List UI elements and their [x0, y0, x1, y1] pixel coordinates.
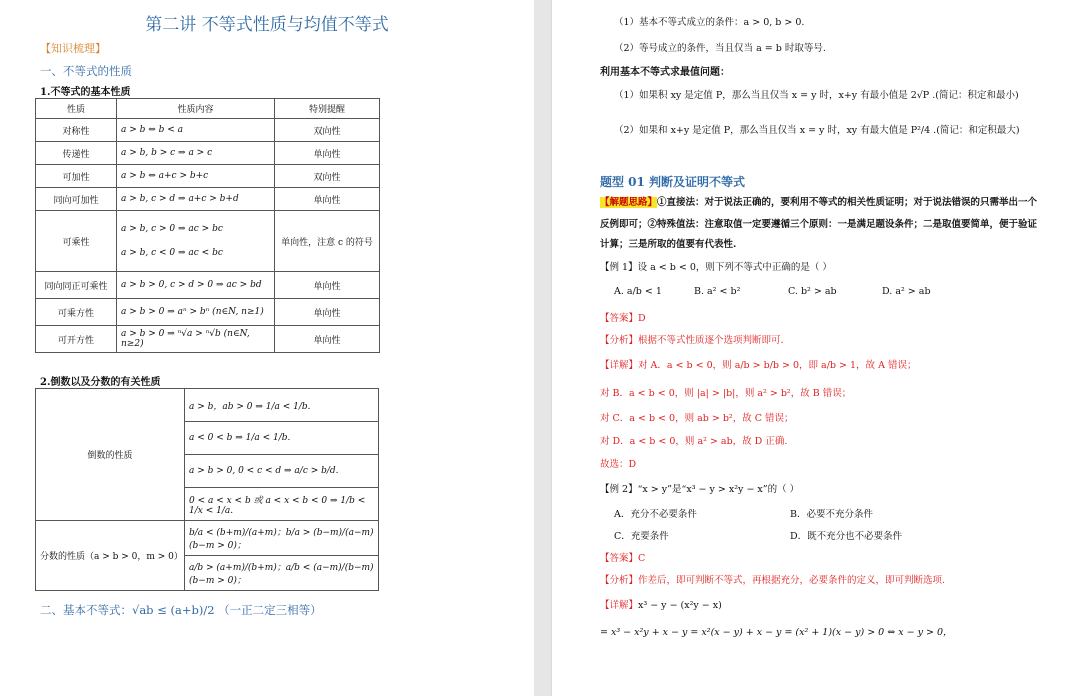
example-1-option-b: B. a² < b² [694, 286, 741, 297]
solution-idea-line2: 反例即可；②特殊值法：注意取值一定要遵循三个原则：一是满足题设条件；二是取值要简单，便于验证 [600, 219, 1038, 230]
table-cell: 分数的性质（a > b > 0，m > 0） [36, 521, 185, 591]
table-cell: 同向可加性 [36, 188, 117, 211]
basic-properties-table [35, 98, 380, 353]
table-cell: b/a < (b+m)/(a+m)；b/a > (b−m)/(a−m) (b−m > 0)； [185, 521, 379, 556]
page-right [552, 0, 1080, 696]
table-cell: 单向性 [275, 326, 380, 353]
table-cell: 双向性 [275, 165, 380, 188]
example-2-option-a: A．充分不必要条件 [614, 509, 697, 520]
max-min-1: （1）如果积 xy 是定值 P，那么当且仅当 x = y 时，x+y 有最小值是 2√P .(简记：积定和最小) [614, 90, 1019, 101]
example-1-detail-d: 对 D．a < b < 0，则 a² > ab，故 D 正确. [600, 436, 788, 447]
table-row [36, 119, 380, 142]
page-gutter [534, 0, 552, 696]
table-cell [117, 211, 275, 272]
table-header: 性质内容 [117, 99, 275, 119]
table-row [36, 142, 380, 165]
table-row [36, 299, 380, 326]
table-cell: 单向性 [275, 299, 380, 326]
condition-1: （1）基本不等式成立的条件：a > 0, b > 0. [614, 17, 805, 28]
example-2-option-c: C．充要条件 [614, 531, 669, 542]
subsection-heading-2: 2.倒数以及分数的有关性质 [40, 377, 161, 388]
table-cell: 可加性 [36, 165, 117, 188]
table-row [36, 389, 379, 422]
table-row [36, 211, 380, 272]
table-cell: 单向性 [275, 142, 380, 165]
example-1-question: 【例 1】设 a < b < 0，则下列不等式中正确的是（ ） [600, 262, 832, 273]
table-cell: a > b > 0, c > d > 0 ⇒ ac > bd [117, 272, 275, 299]
formula-line: a > b, c > 0 ⇒ ac > bc [121, 224, 223, 234]
max-min-title: 利用基本不等式求最值问题： [600, 67, 730, 78]
table-cell: 传递性 [36, 142, 117, 165]
table-cell: 倒数的性质 [36, 389, 185, 521]
table-row [36, 272, 380, 299]
table-cell: a > b, c > d ⇒ a+c > b+d [117, 188, 275, 211]
table-row [36, 188, 380, 211]
condition-2: （2）等号成立的条件，当且仅当 a = b 时取等号. [614, 43, 826, 54]
example-2-analysis: 【分析】作差后，即可判断不等式，再根据充分，必要条件的定义，即可判断选项. [600, 575, 946, 586]
example-1-answer: 【答案】D [600, 313, 646, 324]
solution-idea-text: ①直接法：对于说法正确的，要利用不等式的相关性质证明；对于说法错误的只需举出一个 [657, 197, 1038, 208]
table-cell: a > b > 0 ⇒ ⁿ√a > ⁿ√b (n∈N, n≥2) [117, 326, 275, 353]
table-cell: 单向性 [275, 188, 380, 211]
example-1-detail: 【详解】对 A．a < b < 0，则 a/b > b/b > 0，即 a/b > 1，故 A 错误； [600, 360, 917, 371]
table-row [36, 521, 379, 556]
table-cell: 可开方性 [36, 326, 117, 353]
section-heading-1: 一、不等式的性质 [40, 64, 132, 78]
example-2-option-b: B．必要不充分条件 [790, 509, 873, 520]
table-header: 特别提醒 [275, 99, 380, 119]
table-cell: 单向性，注意 c 的符号 [275, 211, 380, 272]
table-cell: 双向性 [275, 119, 380, 142]
table-header: 性质 [36, 99, 117, 119]
solution-idea-line3: 计算；三是所取的值要有代表性. [600, 239, 737, 250]
table-cell: 可乘方性 [36, 299, 117, 326]
example-2-equation: = x³ − x²y + x − y = x²(x − y) + x − y = (x² + 1)(x − y) > 0 ⇔ x − y > 0， [600, 627, 953, 638]
solution-idea-line1 [600, 194, 1037, 208]
table-cell: a > b > 0, 0 < c < d ⇒ a/c > b/d. [185, 455, 379, 488]
page-title: 第二讲 不等式性质与均值不等式 [145, 15, 389, 35]
example-1-option-a: A. a/b < 1 [614, 286, 662, 297]
solution-idea-label: 【解题思路】 [600, 197, 658, 208]
example-1-detail-b: 对 B．a < b < 0，则 |a| > |b|，则 a² > b²，故 B 错误； [600, 388, 852, 399]
example-1-option-c: C. b² > ab [788, 286, 837, 297]
example-1-choice: 故选：D [600, 459, 637, 470]
table-cell: a > b, b > c ⇒ a > c [117, 142, 275, 165]
reciprocal-fraction-table [35, 388, 379, 591]
subsection-heading-1: 1.不等式的基本性质 [40, 87, 131, 98]
table-cell: 对称性 [36, 119, 117, 142]
example-1-analysis: 【分析】根据不等式性质逐个选项判断即可. [600, 335, 784, 346]
max-min-2: （2）如果和 x+y 是定值 P，那么当且仅当 x = y 时，xy 有最大值是 P²/4 .(简记：和定积最大) [614, 125, 1020, 136]
knowledge-tag: 【知识梳理】 [40, 42, 106, 55]
question-type-title: 题型 01 判断及证明不等式 [600, 175, 746, 189]
table-cell: 同向同正可乘性 [36, 272, 117, 299]
example-2-answer: 【答案】C [600, 553, 646, 564]
formula-line: a > b, c < 0 ⇒ ac < bc [121, 248, 223, 258]
example-2-detail [600, 597, 722, 611]
table-row [36, 165, 380, 188]
table-cell: 0 < a < x < b 或 a < x < b < 0 ⇒ 1/b < 1/x < 1/a. [185, 488, 379, 521]
table-cell: a/b > (a+m)/(b+m)；a/b < (a−m)/(b−m) (b−m > 0)； [185, 556, 379, 591]
detail-label: 【详解】 [600, 600, 639, 611]
section-heading-2: 二、基本不等式：√ab ≤ (a+b)/2 （一正二定三相等） [40, 603, 322, 617]
example-1-detail-c: 对 C．a < b < 0，则 ab > b²，故 C 错误； [600, 413, 794, 424]
table-cell: a > b，ab > 0 ⇒ 1/a < 1/b. [185, 389, 379, 422]
table-cell: 可乘性 [36, 211, 117, 272]
page-left [0, 0, 534, 696]
table-row [36, 326, 380, 353]
detail-expr: x³ − y − (x²y − x) [638, 600, 722, 611]
example-2-question: 【例 2】“x > y”是“x³ − y > x²y − x”的（ ） [600, 484, 800, 495]
table-cell: a > b ⇔ a+c > b+c [117, 165, 275, 188]
table-cell: a > b > 0 ⇒ aⁿ > bⁿ (n∈N, n≥1) [117, 299, 275, 326]
table-cell: a < 0 < b ⇒ 1/a < 1/b. [185, 422, 379, 455]
table-cell: a > b ⇔ b < a [117, 119, 275, 142]
example-1-option-d: D. a² > ab [882, 286, 931, 297]
table-cell: 单向性 [275, 272, 380, 299]
example-2-option-d: D．既不充分也不必要条件 [790, 531, 903, 542]
